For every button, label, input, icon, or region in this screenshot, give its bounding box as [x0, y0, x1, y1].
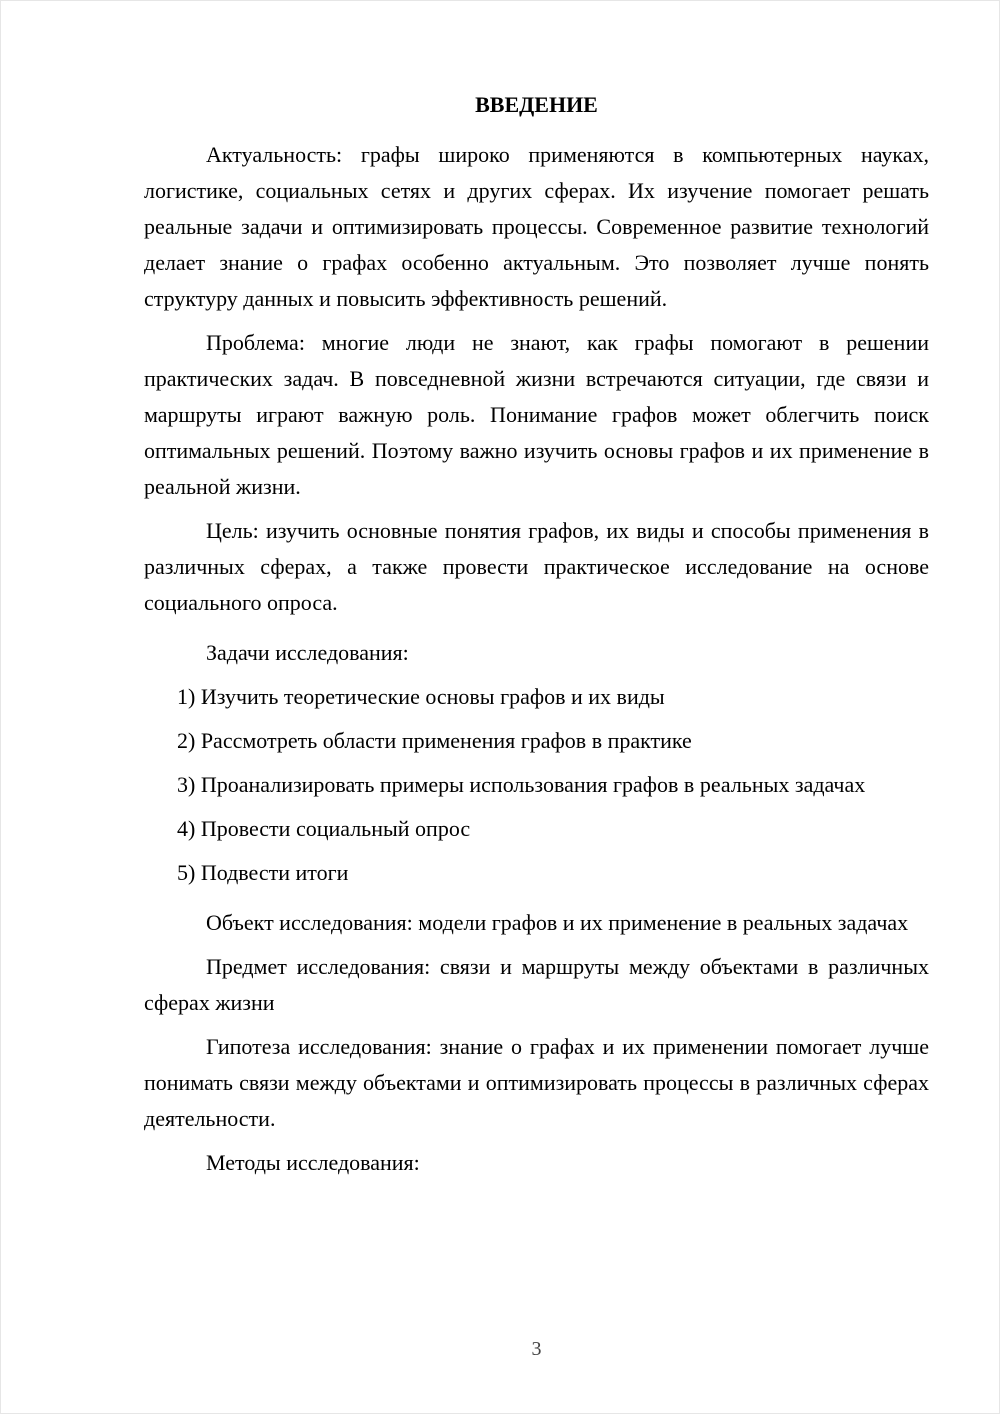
paragraph-hypothesis: Гипотеза исследования: знание о графах и их применении помогает лучше понимать связи между объектами и оптимизировать процессы в различных сферах деятельности. — [144, 1034, 929, 1131]
task-item-5: 5) Подвести итоги — [177, 860, 349, 885]
page-number: 3 — [531, 1338, 542, 1360]
task-item-3: 3) Проанализировать примеры использования графов в реальных задачах — [177, 772, 866, 797]
document-title: ВВЕДЕНИЕ — [475, 92, 598, 117]
paragraph-relevance: Актуальность: графы широко применяются в компьютерных науках, логистике, социальных сетях и других сферах. Их изучение помогает решать реальные задачи и оптимизировать процессы. Современное развитие технологий делает знание о графах особенно актуальным. Это позволяет лучше понять структуру данных и повысить эффективность решений. — [144, 142, 929, 311]
paragraph-problem: Проблема: многие люди не знают, как графы помогают в решении практических задач. В повседневной жизни встречаются ситуации, где связи и маршруты играют важную роль. Понимание графов может облегчить поиск оптимальных решений. Поэтому важно изучить основы графов и их применение в реальной жизни. — [144, 330, 929, 499]
task-item-2: 2) Рассмотреть области применения графов в практике — [177, 728, 692, 753]
methods-heading: Методы исследования: — [206, 1150, 420, 1175]
tasks-heading: Задачи исследования: — [206, 640, 409, 665]
paragraph-subject: Предмет исследования: связи и маршруты между объектами в различных сферах жизни — [144, 954, 929, 1015]
paragraph-goal: Цель: изучить основные понятия графов, их виды и способы применения в различных сферах, а также провести практическое исследование на основе социального опроса. — [144, 518, 929, 615]
task-item-4: 4) Провести социальный опрос — [177, 816, 471, 841]
paragraph-object: Объект исследования: модели графов и их применение в реальных задачах — [206, 910, 909, 935]
task-item-1: 1) Изучить теоретические основы графов и их виды — [177, 684, 665, 709]
